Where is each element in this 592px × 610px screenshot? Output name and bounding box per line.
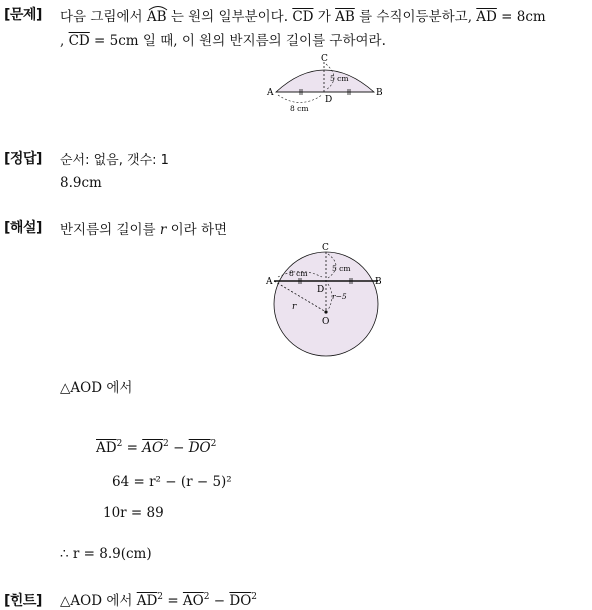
problem-text: 다음 그림에서 (60, 9, 143, 25)
label-d: D (325, 95, 333, 105)
label-ad-length: 8 cm (290, 104, 309, 113)
label-b: B (375, 277, 382, 287)
label-r-minus-5: r−5 (332, 292, 347, 301)
problem-text: 는 원의 일부분이다. (170, 9, 289, 25)
center-o (324, 310, 327, 313)
label-a: A (266, 277, 273, 287)
problem-line-2: , $\overline{CD} = 5cm$ 일 때, 이 원의 반지름의 길이를 구하여라. (60, 33, 386, 49)
equation-2: 64 = r² − (r − 5)² (112, 474, 232, 490)
equation-1: $\overline{AD}^2 = \overline{AO}^2 - \overline{DO}^2$ (96, 439, 217, 456)
label-d: D (317, 285, 325, 295)
problem-label: [문제] (4, 7, 42, 23)
explanation-label: [해설] (4, 220, 42, 236)
answer-value: 8.9cm (60, 175, 102, 191)
problem-text: = 5cm 일 때, 이 원의 반지름의 길이를 구하여라. (94, 33, 386, 49)
label-a: A (267, 88, 274, 98)
conclusion: ∴ r = 8.9(cm) (60, 546, 152, 562)
circle-segment (276, 70, 374, 92)
label-o: O (322, 317, 330, 327)
segment-ab: $\overline{AB}$ (335, 9, 355, 25)
problem-text: 가 (317, 9, 331, 25)
explanation-intro: 반지름의 길이를 r 이라 하면 (60, 222, 228, 238)
explanation-triangle: △AOD 에서 (60, 380, 133, 396)
label-ad-length: 8 cm (289, 269, 308, 278)
label-c: C (322, 243, 329, 253)
label-r: r (292, 302, 297, 312)
segment-cd: $\overline{CD}$ (68, 33, 90, 49)
answer-label: [정답] (4, 151, 42, 167)
label-c: C (321, 54, 328, 64)
hint-label: [힌트] (4, 593, 42, 609)
equation-3: 10r = 89 (103, 505, 164, 521)
hint-text: △AOD 에서 $\overline{AD}^2 = \overline{AO}^2 - \overline{DO}^2$ (60, 592, 258, 609)
answer-meta: 순서: 없음, 갯수: 1 (60, 153, 169, 168)
segment-ad: $\overline{AD}$ (476, 9, 497, 25)
figure-segment-diagram (262, 50, 388, 114)
problem-text: 를 수직이등분하고, (359, 9, 472, 25)
var-r: r (159, 222, 167, 238)
label-cd-length: 5 cm (332, 264, 351, 273)
segment-cd: $\overline{CD}$ (292, 9, 314, 25)
label-b: B (376, 88, 383, 98)
arc-symbol-icon (147, 5, 169, 11)
problem-line-1 (60, 5, 546, 25)
figure-circle-diagram (262, 240, 386, 362)
arc-ab: AB (147, 9, 167, 25)
problem-text: = 8cm (501, 9, 546, 25)
label-cd-length: 5 cm (330, 74, 349, 83)
